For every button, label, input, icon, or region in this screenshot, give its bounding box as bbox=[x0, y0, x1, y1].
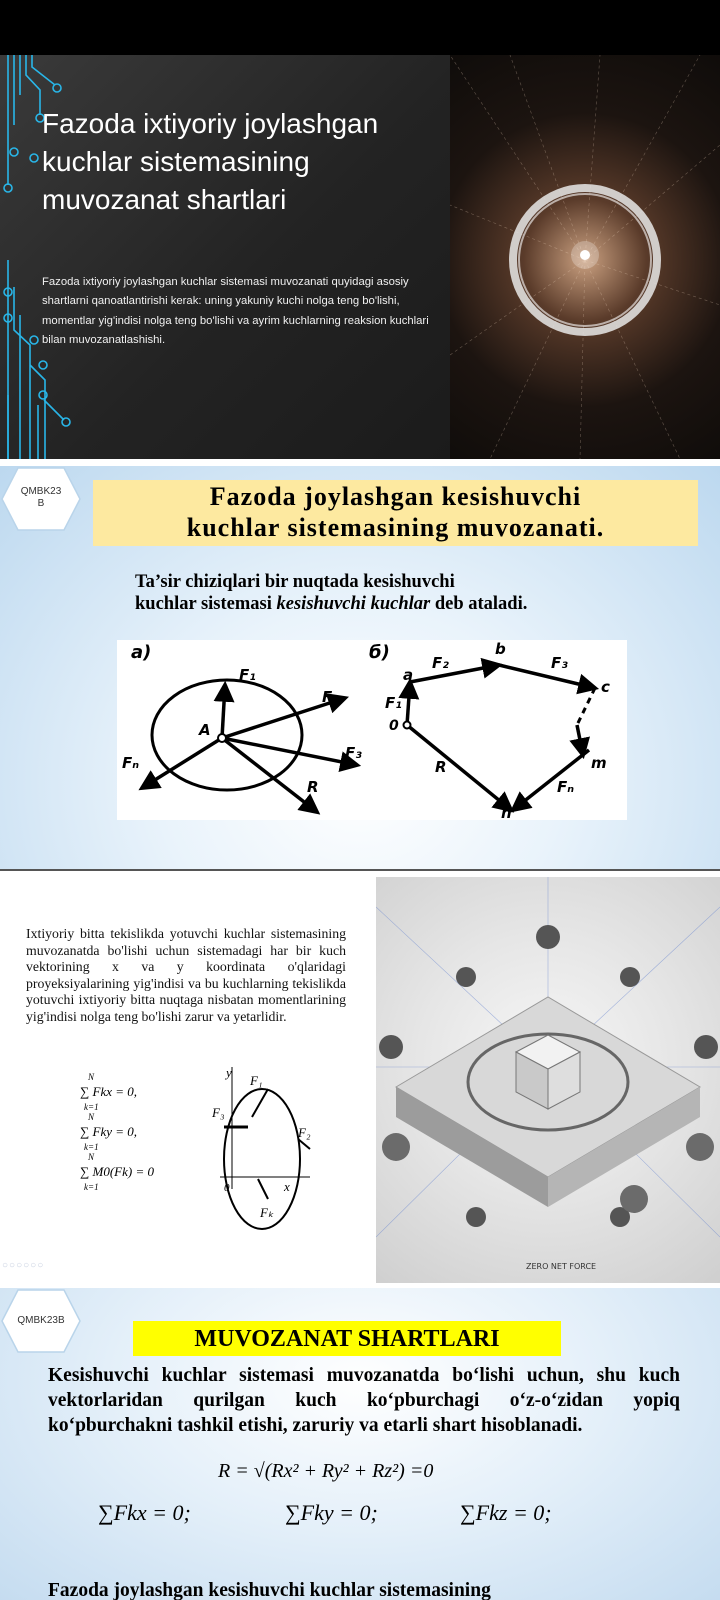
sum-lower-3: k=1 bbox=[84, 1182, 99, 1192]
sum-lower-2: k=1 bbox=[84, 1142, 99, 1152]
force-Fk-label: Fₖ bbox=[260, 1205, 274, 1220]
force-F1-label: F₁ bbox=[250, 1073, 263, 1088]
equation-z: ∑Fkz = 0; bbox=[460, 1500, 552, 1525]
fig-b-F1: F₁ bbox=[385, 694, 402, 712]
equation-2: ∑ Fky = 0, bbox=[80, 1124, 138, 1139]
slide-3[interactable] bbox=[0, 877, 720, 1283]
fig-point-0: 0 bbox=[389, 718, 399, 734]
fig-A: A bbox=[199, 721, 211, 739]
subtitle-line-1: Ta’sir chiziqlari bir nuqtada kesishuvchi bbox=[135, 572, 455, 592]
slide-1[interactable] bbox=[0, 55, 720, 459]
fig-R: R bbox=[307, 778, 319, 796]
slide-1-title: Fazoda ixtiyoriy joylashgan kuchlar sistemasining muvozanat shartlari bbox=[42, 108, 379, 215]
slide-4[interactable] bbox=[0, 1288, 720, 1600]
slide-2-title-line-2: kuchlar sistemasining muvozanati. bbox=[186, 513, 605, 542]
slide-divider bbox=[0, 869, 720, 871]
badge-line-1: QMBK23 bbox=[20, 486, 62, 497]
slide-4-footer: Fazoda joylashgan kesishuvchi kuchlar sistemasining bbox=[48, 1580, 491, 1600]
force-F3-label: F₃ bbox=[212, 1105, 225, 1120]
axis-x-label: x bbox=[284, 1179, 290, 1194]
fig-point-b: b bbox=[495, 640, 506, 658]
sum-upper-1: N bbox=[88, 1072, 95, 1082]
equation-1: ∑ Fkx = 0, bbox=[80, 1084, 138, 1099]
slide-4-body: Kesishuvchi kuchlar sistemasi muvozanatda bo‘lishi uchun, shu kuch vektorlaridan qurilgan kuch ko‘pburchagi o‘z-o‘zidan yopiq ko‘pburchakni tashkil etishi, zaruriy va etarli shart hisoblanadi. bbox=[48, 1365, 680, 1436]
hexagon-badge-2-label: QMBK23B bbox=[17, 1315, 65, 1326]
origin-label: 0 bbox=[224, 1182, 230, 1194]
slide-3-paragraph: Ixtiyoriy bitta tekislikda yotuvchi kuchlar sistemasining muvozanatda bo'lishi uchun sistemadagi har bir kuch vektorining x va y koordinata o'qlaridagi proyeksiyalarining yig'indisi va bu kuchlarning tekislikda yotuvchi ixtiyoriy bitta nuqtaga nisbatan momentlarining yig'indisi nolga teng bo'lishi zarur va yetarlidir. bbox=[26, 926, 346, 1024]
sum-upper-2: N bbox=[88, 1112, 95, 1122]
fig-b-Fn: Fₙ bbox=[557, 778, 575, 796]
slide-2-title bbox=[93, 481, 698, 543]
fig-point-n: n bbox=[501, 804, 512, 820]
slide-2-title-line-1: Fazoda joylashgan kesishuvchi bbox=[209, 482, 582, 511]
slide-2[interactable] bbox=[0, 466, 720, 869]
force-diagram bbox=[117, 640, 627, 820]
subtitle-text-a: kuchlar sistemasi bbox=[135, 594, 277, 614]
subtitle-emphasis: kesishuvchi kuchlar bbox=[276, 594, 431, 614]
fig-Fn: Fₙ bbox=[122, 754, 140, 772]
equation-x: ∑Fkx = 0; bbox=[98, 1500, 191, 1525]
image-caption: ZERO NET FORCE bbox=[526, 1262, 597, 1271]
equation-y: ∑Fky = 0; bbox=[285, 1500, 378, 1525]
force-F2-label: F₂ bbox=[298, 1125, 311, 1140]
badge-line-2: B bbox=[37, 498, 45, 509]
fig-point-m: m bbox=[591, 754, 607, 772]
slide-2-subtitle bbox=[135, 571, 675, 615]
fig-b-R: R bbox=[435, 758, 447, 776]
top-status-bar bbox=[0, 0, 720, 55]
fig-F2: F₂ bbox=[322, 688, 339, 706]
subtitle-text-b: deb ataladi. bbox=[430, 594, 528, 614]
fig-b-F2: F₂ bbox=[432, 654, 449, 672]
fig-point-c: c bbox=[601, 678, 610, 696]
fig-F3: F₃ bbox=[345, 744, 362, 762]
slide-1-description: Fazoda ixtiyoriy joylashgan kuchlar sistemasi muvozanati quyidagi asosiy shartlarni qanoatlantirishi kerak: uning yakuniy kuchi nolga teng bo'lishi, momentlar yig'indisi nolga teng bo'lishi va ayrim kuchlarning reaksion kuchlari bilan muvozanatlashishi. bbox=[42, 276, 429, 347]
hexagon-badge-label bbox=[2, 486, 80, 510]
equation-block bbox=[80, 1072, 220, 1192]
fig-b-F3: F₃ bbox=[551, 654, 568, 672]
plane-force-diagram bbox=[200, 1067, 320, 1237]
resultant-formula: R = √(Rx² + Ry² + Rz²) =0 bbox=[218, 1460, 434, 1482]
subtitle-line-2 bbox=[135, 593, 675, 615]
slide-4-title: MUVOZANAT SHARTLARI bbox=[194, 1326, 500, 1352]
sum-upper-3: N bbox=[88, 1152, 95, 1162]
sum-lower-1: k=1 bbox=[84, 1102, 99, 1112]
fig-label-a: a) bbox=[131, 642, 152, 663]
fig-F1: F₁ bbox=[239, 666, 256, 684]
slide-3-footer: ○○○○○○ bbox=[2, 1260, 45, 1271]
fig-point-a: a bbox=[403, 666, 414, 684]
zero-net-force-image bbox=[376, 877, 720, 1283]
fig-label-b: б) bbox=[369, 642, 390, 663]
axis-y-label: y bbox=[226, 1067, 232, 1080]
glowing-ring-image bbox=[450, 55, 720, 459]
equation-3: ∑ M0(Fk) = 0 bbox=[80, 1164, 154, 1179]
